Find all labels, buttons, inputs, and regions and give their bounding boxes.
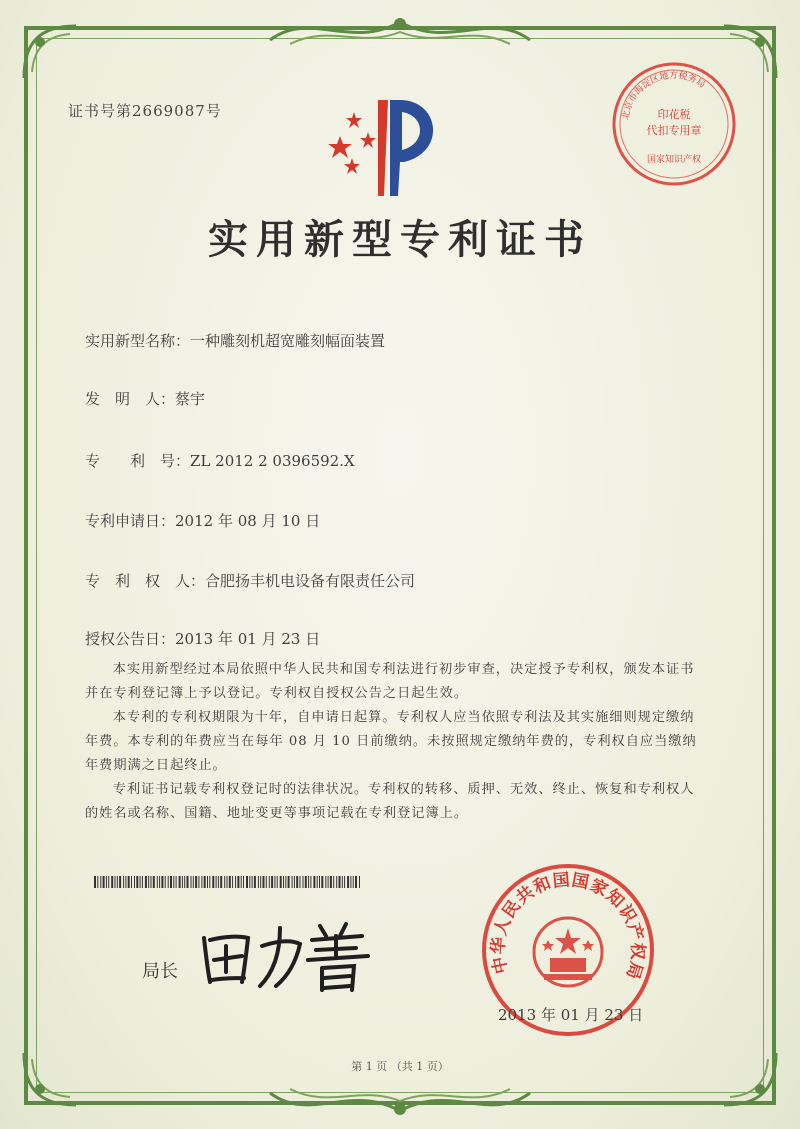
field-application-date [85, 510, 320, 531]
tax-seal-outer-text: 北京市海淀区地方税务局 [621, 70, 707, 121]
barcode-bar [182, 876, 183, 888]
barcode-bar [117, 876, 118, 888]
body-paragraph: 本实用新型经过本局依照中华人民共和国专利法进行初步审查，决定授予专利权，颁发本证书并在专利登记簿上予以登记。专利权自授权公告之日起生效。 [85, 662, 695, 701]
barcode-bar [319, 876, 320, 888]
barcode-bar [263, 876, 265, 888]
barcode-bar [173, 876, 174, 888]
barcode-bar [269, 876, 270, 888]
barcode-bar [134, 876, 135, 888]
barcode-bar [350, 876, 351, 888]
barcode-bar [246, 876, 248, 888]
barcode-bar [277, 876, 278, 888]
corner-ornament-top-left [20, 22, 80, 82]
body-paragraph: 本专利的专利权期限为十年，自申请日起算。专利权人应当依照专利法及其实施细则规定缴纳年费。本专利的年费应当在每年 08 月 10 日前缴纳。未按照规定缴纳年费的，专利权自应当缴纳年费期满之日起终止。 [85, 710, 697, 773]
barcode-bar [313, 876, 315, 888]
barcode-bar [342, 876, 343, 888]
barcode-bar [170, 876, 172, 888]
barcode-bar [218, 876, 219, 888]
barcode-bar [308, 876, 309, 888]
barcode-bar [148, 876, 149, 888]
barcode-bar [310, 876, 311, 888]
barcode-bar [216, 876, 217, 888]
barcode-bar [333, 876, 334, 888]
field-value: 合肥扬丰机电设备有限责任公司 [205, 572, 416, 590]
barcode-bar [100, 876, 101, 888]
barcode-bar [280, 876, 282, 888]
barcode-bar [168, 876, 169, 888]
barcode-bar [229, 876, 231, 888]
sipo-logo-icon [322, 92, 452, 202]
barcode-bar [207, 876, 208, 888]
barcode-bar [266, 876, 267, 888]
barcode-bar [252, 876, 253, 888]
field-grant-announcement-date [85, 628, 320, 649]
barcode-bar [305, 876, 307, 888]
barcode-bar [193, 876, 194, 888]
barcode-bar [220, 876, 222, 888]
barcode-bar [285, 876, 286, 888]
field-patentee [85, 570, 415, 591]
field-utility-model-name [85, 330, 385, 351]
barcode-bar [260, 876, 261, 888]
field-label: 授权公告日： [85, 630, 176, 648]
barcode-bar [288, 876, 290, 888]
barcode-bar [136, 876, 138, 888]
barcode-bar [274, 876, 275, 888]
barcode-bar [128, 876, 130, 888]
tax-stamp-seal [608, 58, 740, 190]
barcode-bar [355, 876, 357, 888]
top-scroll-ornament [250, 10, 550, 54]
barcode-bar [243, 876, 244, 888]
barcode-bar [241, 876, 242, 888]
barcode-bar [303, 876, 304, 888]
barcode-bar [339, 876, 341, 888]
barcode-bar [103, 876, 105, 888]
certificate-number: 证书号第2669087号 [68, 102, 222, 120]
barcode-bar [161, 876, 163, 888]
certificate-title: 实用新型专利证书 [208, 216, 592, 263]
barcode-bar [106, 876, 107, 888]
issue-date: 2013 年 01 月 23 日 [498, 1006, 644, 1024]
barcode-bar [157, 876, 158, 888]
barcode-bar [328, 876, 329, 888]
barcode-bar [140, 876, 141, 888]
barcode-bar [119, 876, 121, 888]
director-signature [196, 916, 382, 996]
barcode-bar [235, 876, 236, 888]
certificate-body-text [85, 658, 705, 826]
page-number: 第 1 页 （共 1 页） [351, 1060, 449, 1073]
barcode-bar [195, 876, 197, 888]
barcode-bar [359, 876, 360, 888]
barcode-bar [153, 876, 155, 888]
barcode-bar [249, 876, 250, 888]
barcode-bar [125, 876, 126, 888]
barcode-bar [330, 876, 332, 888]
barcode-bar [296, 876, 298, 888]
barcode-bar [176, 876, 177, 888]
bottom-scroll-ornament [250, 1079, 550, 1123]
barcode-bar [232, 876, 233, 888]
barcode-bar [271, 876, 273, 888]
barcode-bar [191, 876, 192, 888]
field-value: ZL 2012 2 0396592.X [190, 452, 355, 470]
barcode-bar [292, 876, 293, 888]
barcode-bar [344, 876, 345, 888]
barcode-bar [131, 876, 132, 888]
barcode-bar [325, 876, 326, 888]
barcode-bar [283, 876, 284, 888]
barcode-bar [201, 876, 202, 888]
barcode-bar [294, 876, 295, 888]
barcode-bar [237, 876, 239, 888]
barcode-bar [165, 876, 166, 888]
field-inventor [85, 388, 205, 409]
barcode-bar [198, 876, 199, 888]
field-value: 一种雕刻机超宽雕刻幅面装置 [190, 332, 386, 350]
field-patent-number [85, 450, 355, 471]
barcode-bar [184, 876, 185, 888]
barcode-bar [224, 876, 225, 888]
tax-seal-bottom-text: 国家知识产权 [646, 155, 702, 165]
barcode-bar [179, 876, 181, 888]
barcode-bar [115, 876, 116, 888]
field-label: 发 明 人： [85, 390, 176, 408]
tax-seal-line-1: 印花税 [657, 108, 691, 121]
barcode-bar [108, 876, 109, 888]
barcode-bar [347, 876, 349, 888]
barcode-bar [142, 876, 143, 888]
field-label: 实用新型名称： [85, 332, 191, 350]
field-label: 专利申请日： [85, 512, 176, 530]
barcode-bar [317, 876, 318, 888]
barcode-bar [321, 876, 323, 888]
field-label: 专 利 权 人： [85, 572, 206, 590]
barcode-bar [123, 876, 124, 888]
barcode-bar [187, 876, 189, 888]
field-value: 2012 年 08 月 10 日 [175, 512, 321, 530]
barcode-bar [300, 876, 301, 888]
barcode-bar [254, 876, 256, 888]
barcode-bar [151, 876, 152, 888]
barcode-bar [97, 876, 98, 888]
barcode-bar [94, 876, 96, 888]
field-label: 专 利 号： [85, 452, 191, 470]
barcode-bar [212, 876, 214, 888]
body-paragraph: 专利证书记载专利权登记时的法律状况。专利权的转移、质押、无效、终止、恢复和专利权人的姓名或名称、国籍、地址变更等事项记载在专利登记簿上。 [85, 782, 695, 821]
barcode-bar [204, 876, 206, 888]
barcode-bar [111, 876, 113, 888]
director-label: 局长 [142, 961, 178, 982]
tax-seal-line-2: 代扣专用章 [646, 124, 702, 137]
seal-arc-text: 中华人民共和国国家知识产权局 [488, 870, 648, 983]
barcode-bar [227, 876, 228, 888]
barcode-bar [353, 876, 354, 888]
field-value: 2013 年 01 月 23 日 [175, 630, 321, 648]
barcode-bar [209, 876, 210, 888]
barcode-icon [94, 876, 362, 888]
barcode-bar [258, 876, 259, 888]
barcode-bar [336, 876, 337, 888]
field-value: 蔡宇 [175, 390, 206, 408]
barcode-bar [159, 876, 160, 888]
barcode-bar [145, 876, 147, 888]
